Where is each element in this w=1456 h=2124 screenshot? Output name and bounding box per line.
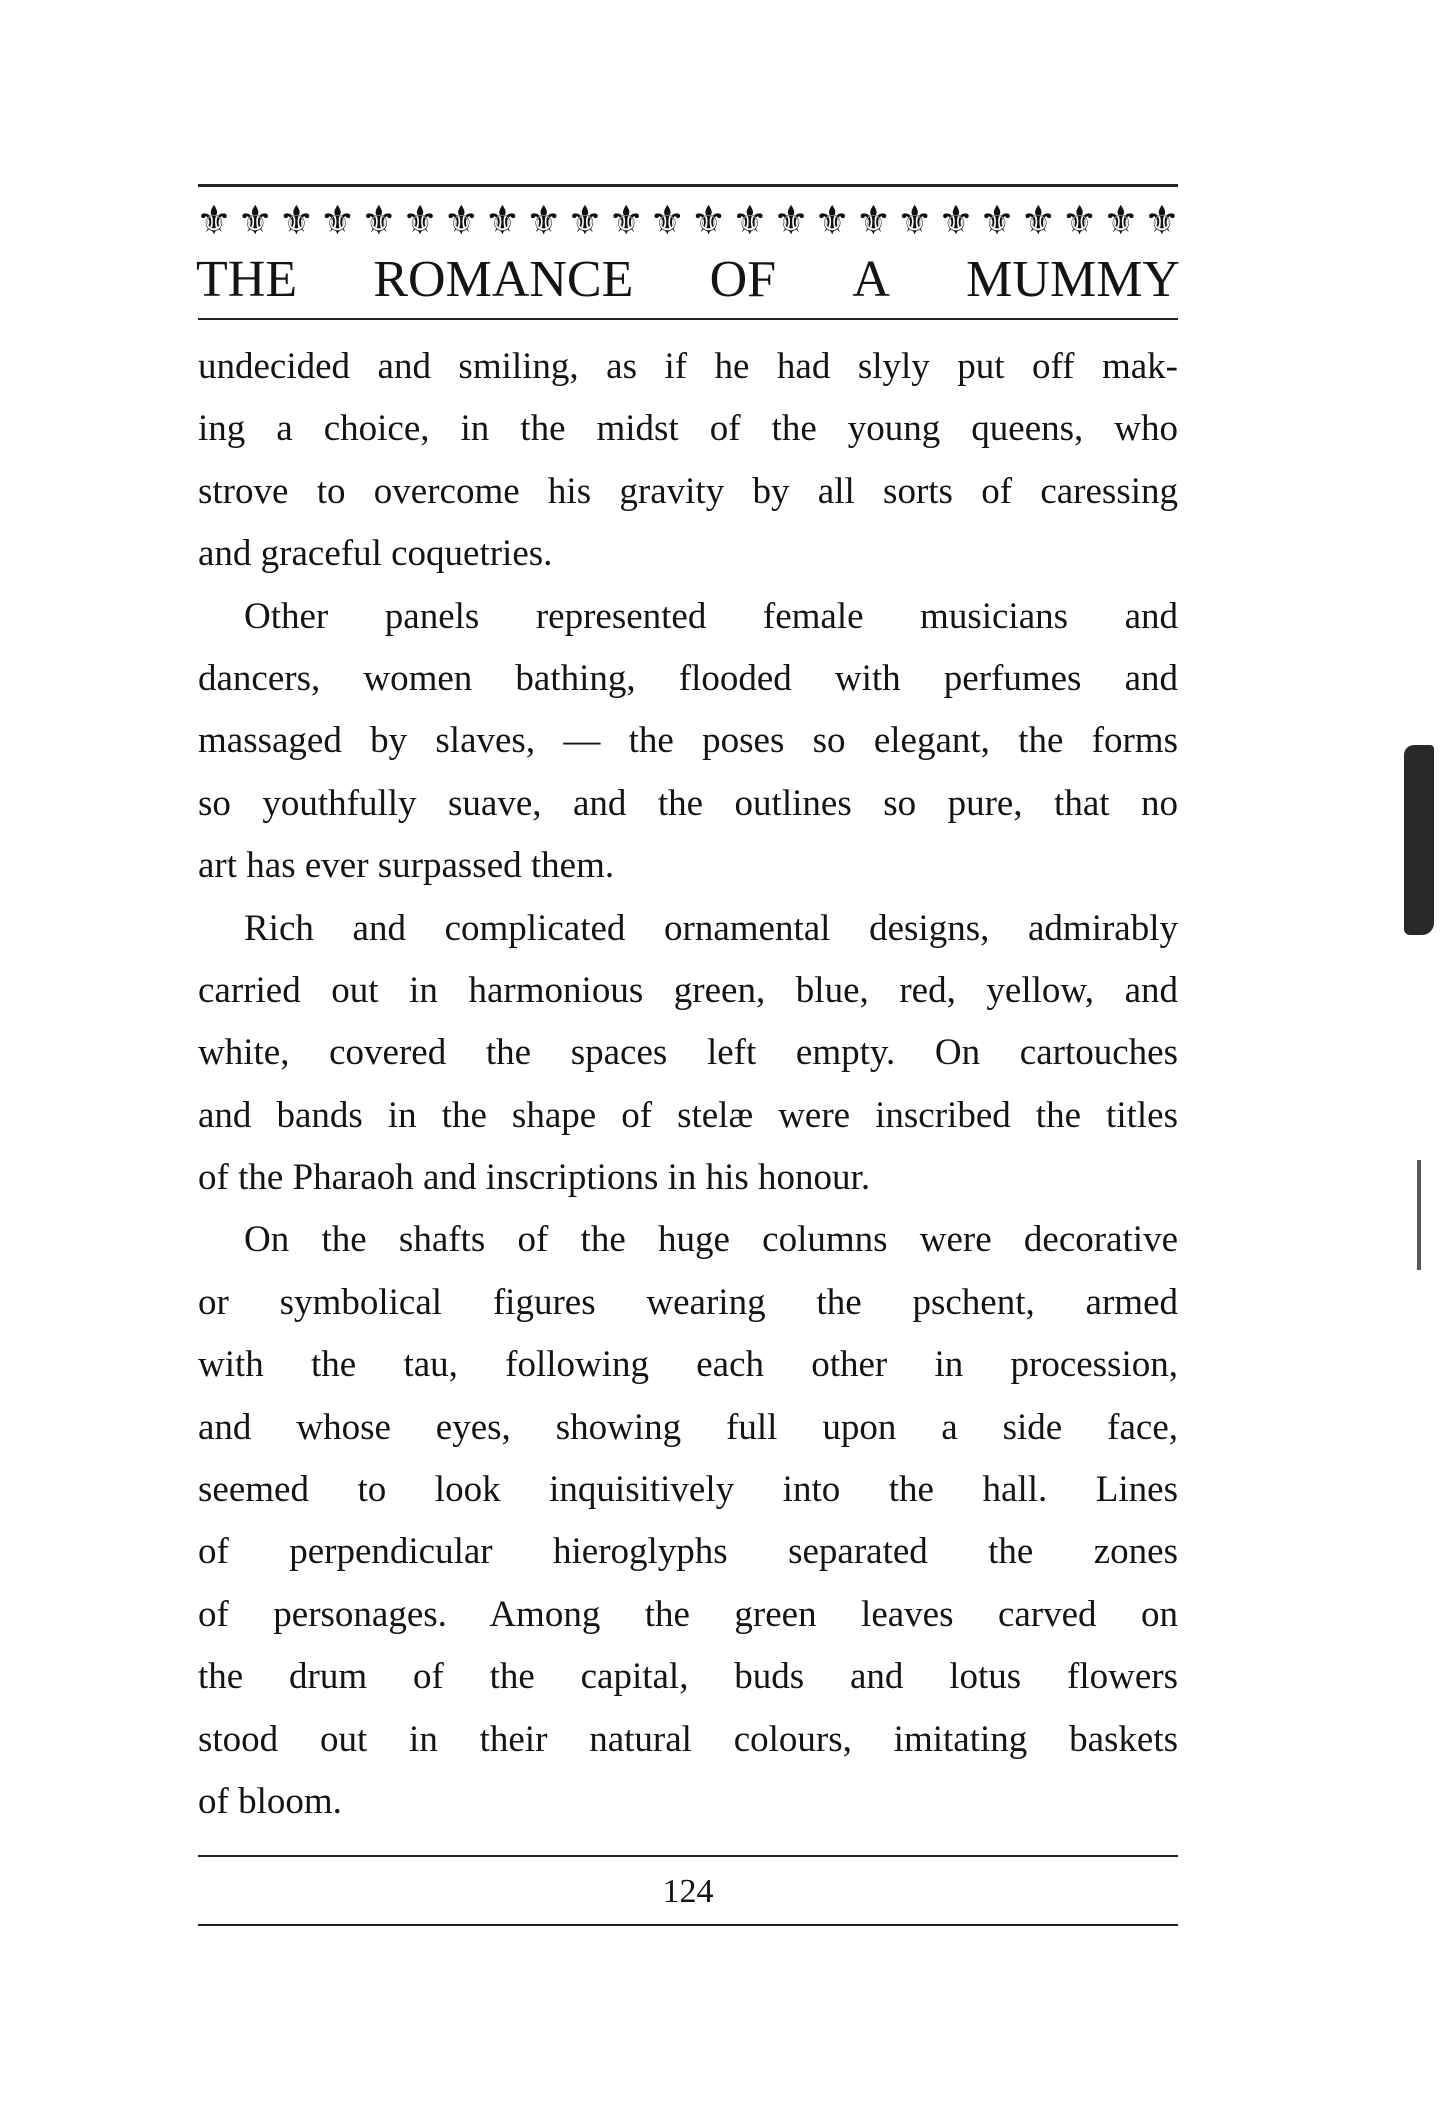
fleur-de-lis-icon: ⚜ <box>443 198 480 244</box>
text-line: seemed to look inquisitively into the hall. Lines <box>198 1469 1178 1511</box>
text-line: On the shafts of the huge columns were decorative <box>244 1219 1178 1261</box>
text-line: Rich and complicated ornamental designs, admirably <box>244 907 1178 949</box>
text-line: of bloom. <box>198 1780 342 1822</box>
header-top-rule <box>198 184 1178 187</box>
text-line: or symbolical figures wearing the pschent, armed <box>198 1281 1178 1323</box>
text-line: so youthfully suave, and the outlines so pure, that no <box>198 782 1178 824</box>
fleur-de-lis-icon: ⚜ <box>814 198 851 244</box>
page-number: 124 <box>662 1873 714 1910</box>
fleur-de-lis-icon: ⚜ <box>855 198 892 244</box>
text-line: massaged by slaves, — the poses so elegant, the forms <box>198 720 1178 762</box>
fleur-de-lis-icon: ⚜ <box>319 198 356 244</box>
text-line: carried out in harmonious green, blue, red, yellow, and <box>198 969 1178 1011</box>
header-bottom-rule <box>198 318 1178 320</box>
fleur-de-lis-icon: ⚜ <box>402 198 438 244</box>
fleur-de-lis-icon: ⚜ <box>773 198 809 244</box>
text-line: with the tau, following each other in procession, <box>198 1344 1178 1386</box>
fleur-de-lis-icon: ⚜ <box>1020 198 1057 244</box>
fleur-de-lis-icon: ⚜ <box>196 198 232 244</box>
title-word: A <box>852 251 890 308</box>
fleur-de-lis-ornament-row <box>196 198 1180 244</box>
fleur-de-lis-icon: ⚜ <box>649 198 686 244</box>
fleur-de-lis-icon: ⚜ <box>484 198 521 244</box>
fleur-de-lis-icon: ⚜ <box>278 198 315 244</box>
fleur-de-lis-icon: ⚜ <box>1061 198 1098 244</box>
footer-bottom-rule <box>198 1924 1178 1926</box>
fleur-de-lis-icon: ⚜ <box>525 198 562 244</box>
text-line: of perpendicular hieroglyphs separated the zones <box>198 1531 1178 1573</box>
fleur-de-lis-icon: ⚜ <box>1144 198 1180 244</box>
margin-ink-mark <box>1417 1160 1421 1270</box>
fleur-de-lis-icon: ⚜ <box>937 198 974 244</box>
text-line: of personages. Among the green leaves carved on <box>198 1593 1178 1635</box>
text-line: dancers, women bathing, flooded with perfumes and <box>198 657 1178 699</box>
text-line: and whose eyes, showing full upon a side face, <box>198 1406 1178 1448</box>
text-line: white, covered the spaces left empty. On cartouches <box>198 1032 1178 1074</box>
fleur-de-lis-icon: ⚜ <box>979 198 1016 244</box>
fleur-de-lis-icon: ⚜ <box>237 198 274 244</box>
text-line: art has ever surpassed them. <box>198 845 615 887</box>
fleur-de-lis-icon: ⚜ <box>1102 198 1139 244</box>
text-line: ing a choice, in the midst of the young queens, who <box>198 408 1178 450</box>
fleur-de-lis-icon: ⚜ <box>690 198 727 244</box>
fleur-de-lis-icon: ⚜ <box>360 198 397 244</box>
text-line: strove to overcome his gravity by all sorts of caressing <box>198 470 1178 512</box>
text-line: stood out in their natural colours, imitating baskets <box>198 1718 1178 1760</box>
text-line: Other panels represented female musicians and <box>244 595 1178 637</box>
fleur-de-lis-icon: ⚜ <box>608 198 645 244</box>
text-line: and bands in the shape of stelæ were inscribed the titles <box>198 1094 1178 1136</box>
text-line: undecided and smiling, as if he had slyly put off mak- <box>198 346 1178 387</box>
margin-ink-smudge <box>1404 745 1434 935</box>
body-text <box>198 336 1178 1833</box>
footer-top-rule <box>198 1855 1178 1857</box>
title-word: ROMANCE <box>373 251 634 308</box>
fleur-de-lis-icon: ⚜ <box>731 198 768 244</box>
text-line: of the Pharaoh and inscriptions in his honour. <box>198 1157 871 1199</box>
title-word: MUMMY <box>966 251 1180 308</box>
title-word: THE <box>196 251 298 308</box>
title-word: OF <box>709 251 777 308</box>
fleur-de-lis-icon: ⚜ <box>896 198 933 244</box>
fleur-de-lis-icon: ⚜ <box>566 198 603 244</box>
text-line: the drum of the capital, buds and lotus flowers <box>198 1656 1178 1698</box>
running-title <box>196 252 1180 308</box>
text-line: and graceful coquetries. <box>198 533 553 575</box>
